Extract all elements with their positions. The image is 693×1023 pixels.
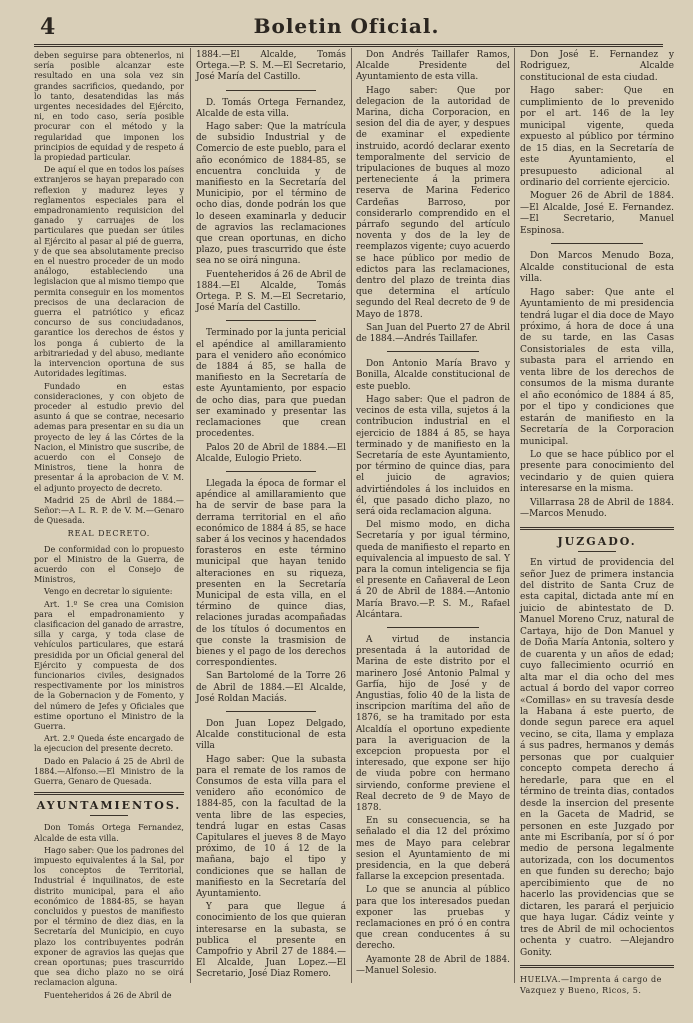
paragraph: En virtud de providencia del señor Juez de primera instancia del distrito de Santa Cruz de esta capital, dictada ante mí en juicio de abintestato de D. Manuel Moreno Cruz, natural de Cartaya, hijo de Don Manuel y de Doña María Antonia, soltero y de cuarenta y un años de edad; cuyo fallecimiento ocurrió en alta mar el dia ocho del mes actual á bordo del vapor correo «Comillas» en su travesía desde la Habana á este puerto, de donde segun parece era aquel vecino, se cita, llama y emplaza á sus padres, hermanos y demás personas que por cualquier concepto competa derecho á heredarle, para que en el término de treinta dias, contados desde la insercion del presente en la Gaceta de Madrid, se personen en este Juzgado por ante mi Escribanía, por sí ó por medio de persona legalmente autorizada, con los documentos en que funden su derecho; bajo apercibimiento que de no hacerlo las providencias que se dictaren, les parará el perjuicio que haya lugar. Cádiz veinte y tres de Abril de mil ochocientos ochenta y cuatro. —Alejandro Gonity. — [520, 558, 674, 958]
paragraph: A virtud de instancia presentada á la autoridad de Marina de este distrito por el marinero José Antonio Palmal y Garfía, hijo de José y de Angustias, folio 40 de la lista de inscripcion marítima del año de 1876, se ha tramitado por esta Alcaldía el oportuno expediente para la averiguacion de la excepcion propuesta por el interesado, que expone ser hijo de viuda pobre con hermano sirviendo, conforme previene el Real decreto de 9 de Mayo de 1878. — [356, 634, 510, 813]
paragraph: Hago saber: Que por delegacion de la autoridad de Marina, dicha Corporacion, en sesion del dia de ayer, y despues de examinar el expediente instruido, acordó declarar exento temporalmente del servicio de tripulaciones de buques al mozo perteneciente á la primera reserva de Marina Federico Cardeñas Barroso, por considerarlo comprendido en el párrafo segundo del artículo noventa y dos de la ley de reemplazos vigente; cuyo acuerdo se hace público por medio de edictos para las reclamaciones, dentro del plazo de treinta dias que determina el artículo segundo del Real decreto de 9 de Mayo de 1878. — [356, 85, 510, 320]
paragraph: Llegada la época de formar el apéndice al amillaramiento que ha de servir de base para la derrama territorial en el año económico de 1884 á 85, se hace saber á los vecinos y hacendados forasteros en este término municipal que hayan tenido alteraciones en su riqueza, presenten en la Secretaría Municipal de esta villa, en el término de quince dias, relaciones juradas acompañadas de los títulos ó documentos en que conste la trasmision de bienes y el pago de los derechos correspondientes. — [196, 478, 346, 669]
separator — [226, 90, 316, 92]
separator — [387, 627, 479, 629]
column-2 — [196, 50, 346, 983]
notice-title: D. Tomás Ortega Fernandez, Alcalde de esta villa. — [196, 97, 346, 119]
notice-title: Don Andrés Taillafer Ramos, Alcalde Presidente del Ayuntamiento de esta villa. — [356, 50, 510, 83]
column-divider — [514, 48, 515, 983]
section-rule — [34, 792, 184, 795]
notice-title: Don Antonio María Bravo y Bonilla, Alcalde constitucional de este pueblo. — [356, 359, 510, 392]
paragraph: Palos 20 de Abril de 1884.—El Alcalde, Eulogio Prieto. — [196, 442, 346, 464]
paragraph: Hago saber: Que el padron de vecinos de esta villa, sujetos á la contribucion industrial en el ejercicio de 1884 á 85, se haya terminado y de manifiesto en la Secretaría de este Ayuntamiento, por término de quince dias, para el juicio de agravios; advirtiéndoles á los incluidos en él, que pasado dicho plazo, no será oida reclamacion alguna. — [356, 394, 510, 517]
paragraph: Dado en Palacio á 25 de Abril de 1884.—Alfonso.—El Ministro de la Guerra, Genaro de Quesada. — [34, 755, 184, 787]
paragraph: Fuenteheridos á 26 de Abril de — [44, 989, 172, 1000]
notice-title: Don Juan Lopez Delgado, Alcalde constitucional de esta villa — [196, 718, 346, 752]
notice-title: Don Marcos Menudo Boza, Alcalde constitucional de esta villa. — [520, 251, 674, 285]
paragraph: De conformidad con lo propuesto por el Ministro de la Guerra, de acuerdo con el Consejo de Ministros, — [34, 543, 184, 585]
paragraph: Y para que llegue á conocimiento de los que quieran interesarse en la subasta, se publica el presente en Campofrio y Abril 27 de 1884.—El Alcalde, Juan Lopez.—El Secretario, José Diaz Romero. — [196, 902, 346, 980]
paragraph: Hago saber: Que la matrícula de subsidio Industrial y de Comercio de este pueblo, para el año económico de 1884-85, se encuentra concluida y de manifiesto en la Secretaría del Municipio, por el término de ocho dias, donde podrán los que lo deseen examinarla y deducir de agravios las reclamaciones que crean oportunas, en dicho plazo, pues trascurrido que éste sea no se oirá ninguna. — [196, 122, 346, 267]
column-1 — [34, 50, 184, 1002]
paragraph: Vengo en decretar lo siguiente: — [44, 586, 173, 597]
paragraph: Fundado en estas consideraciones, y con objeto de proceder al estudio previo del asunto á que se contrae, necesario ademas para presentar en su dia un proyecto de ley á las Córtes de la Nacion, el Ministro que suscribe, de acuerdo con el Consejo de Ministros, tiene la honra de presentar á la aprobacion de V. M. el adjunto proyecto de decreto. — [34, 380, 184, 493]
column-divider — [351, 48, 352, 983]
paragraph: deben seguirse para obtenerlos, ni sería posible alcanzar este resultado en una sola vez sin grandes sacrificios, quedando, por lo tanto, desatendidas las más urgentes necesidades del Ejército, ni, en todo caso, sería posible procurar con el método y la regularidad que imponen los principios de equidad y de respeto á la propiedad particular. — [34, 50, 184, 163]
paragraph: Lo que se anuncia al público para que los interesados puedan exponer las pruebas y reclamaciones en pró ó en contra que crean conducentes á su derecho. — [356, 885, 510, 952]
paragraph: En su consecuencia, se ha señalado el dia 12 del próximo mes de Mayo para celebrar sesion el Ayuntamiento de mi presidencia, en la que deberá fallarse la excepcion presentada. — [356, 816, 510, 883]
separator — [387, 351, 479, 353]
separator — [226, 711, 316, 713]
column-3 — [356, 50, 510, 979]
paragraph: Art. 1.º Se crea una Comision para el empadronamiento y clasificacion del ganado de arrastre, silla y carga, y toda clase de vehículos particulares, que estará presidida por un Oficial general del Ejército y compuesta de dos funcionarios civiles, designados respectivamente por los ministros de la Gobernacion y de Fomento, y del número de Jefes y Oficiales que estime oportuno el Ministro de la Guerra. — [34, 598, 184, 731]
paragraph: Moguer 26 de Abril de 1884. —El Alcalde, José E. Fernandez. —El Secretario, Manuel Espinosa. — [520, 191, 674, 236]
section-heading: REAL DECRETO. — [67, 529, 151, 539]
masthead-title: Boletin Oficial. — [253, 14, 440, 38]
section-heading: AYUNTAMIENTOS. — [36, 799, 182, 813]
paragraph: 1884.—El Alcalde, Tomás Ortega.—P. S. M.—El Secretario, José María del Castillo. — [196, 50, 346, 83]
paragraph: San Juan del Puerto 27 de Abril de 1884.—Andrés Taillafer. — [356, 322, 510, 345]
page-number: 4 — [40, 14, 56, 40]
separator — [226, 320, 316, 322]
paragraph: Villarrasa 28 de Abril de 1884. —Marcos Menudo. — [520, 497, 674, 520]
paragraph: Terminado por la junta pericial el apéndice al amillaramiento para el venidero año económico de 1884 á 85, se halla de manifiesto en la Secretaría de este Ayuntamiento, por espacio de ocho dias, para que puedan ser examinado y presentar las reclamaciones que crean procedentes. — [196, 328, 346, 440]
separator — [551, 243, 643, 245]
paragraph: De aquí el que en todos los países extranjeros se hayan preparado con reflexion y madurez leyes y reglamentos especiales para el empadronamiento requisicion del ganado y carruajes de los particulares que puedan ser útiles al Ejército al pasar al pié de guerra, y de que sea absolutamente preciso en el nuestro proceder de un modo análogo, estableciendo una legislacion que al mismo tiempo que permita conseguir en los momentos precisos de una declaracion de guerra el patriótico y eficaz concurso de sus conciudadanos, garantice los derechos de éstos y los ponga á cubierto de la arbitrariedad y del abuso, mediante la intervencion oportuna de sus Autoridades legítimas. — [34, 164, 184, 379]
paragraph: Ayamonte 28 de Abril de 1884. —Manuel Solesio. — [356, 954, 510, 976]
paragraph: Hago saber: Que en cumplimiento de lo prevenido por el art. 146 de la ley municipal vigente, queda expuesto al público por término de 15 dias, en la Secretaría de este Ayuntamiento, el presupuesto adicional al ordinario del corriente ejercicio. — [520, 86, 674, 188]
paragraph: Madrid 25 de Abril de 1884.—Señor:—A L. R. P. de V. M.—Genaro de Quesada. — [34, 494, 184, 526]
column-divider — [190, 48, 191, 983]
paragraph: Art. 2.º Queda éste encargado de la ejecucion del presente decreto. — [34, 733, 184, 754]
printer-imprint: HUELVA.—Imprenta á cargo de Vazquez y Bueno, Ricos, 5. — [520, 974, 662, 996]
column-4 — [520, 50, 674, 999]
section-rule — [520, 527, 674, 530]
paragraph: San Bartolomé de la Torre 26 de Abril de 1884.—El Alcalde, José Roldan Maciás. — [196, 671, 346, 704]
separator — [226, 471, 316, 473]
paragraph: Hago saber: Que la subasta para el remate de los ramos de Consumos de esta villa para el venidero año económico de 1884-85, con la facultad de la venta libre de las especies, tendrá lugar en estas Casas Capitulares el jueves 8 de Mayo próximo, de 10 á 12 de la mañana, bajo el tipo y condiciones que se hallan de manifiesto en la Secretaría del Ayuntamiento. — [196, 754, 346, 900]
notice-title: Don Tomás Ortega Fernandez, Alcalde de esta villa. — [34, 822, 184, 843]
section-heading: JUZGADO. — [557, 534, 637, 548]
header-rule — [34, 44, 663, 47]
separator — [90, 815, 128, 817]
separator — [578, 551, 617, 553]
section-rule — [520, 965, 674, 968]
paragraph: Lo que se hace público por el presente para conocimiento del vecindario y de quien quiera interesarse en la misma. — [520, 449, 674, 495]
paragraph: Fuenteheridos á 26 de Abril de 1884.—El Alcalde, Tomás Ortega. P. S. M.—El Secretario, José María del Castillo. — [196, 269, 346, 314]
paragraph: Hago saber: Que ante el Ayuntamiento de mi presidencia tendrá lugar el dia doce de Mayo próximo, á hora de doce á una de su tarde, en las Casas Consistoriales de esta villa, subasta para el arriendo en venta libre de los derechos de consumos de la misma durante el año económico de 1884 á 85, por el tipo y condiciones que estarán de manifiesto en la Secretaría de la Corporacion municipal. — [520, 287, 674, 447]
paragraph: Del mismo modo, en dicha Secretaría y por igual término, queda de manifiesto el reparto en equivalencia al impuesto de sal. Y para la comun inteligencia se fija el presente en Cañaveral de Leon á 20 de Abril de 1884.—Antonio María Bravo.—P. S. M., Rafael Alcántara. — [356, 520, 510, 620]
notice-title: Don José E. Fernandez y Rodriguez, Alcalde constitucional de esta ciudad. — [520, 50, 674, 83]
paragraph: Hago saber: Que los padrones del impuesto equivalentes á la Sal, por los conceptos de Territorial, Industrial é inquilinatos, de este distrito municipal, para el año económico de 1884-85, se hayan concluidos y puestos de manifiesto por el término de diez dias, en la Secretaría del Municipio, en cuyo plazo los contribuyentes podrán exponer de agravios las quejas que crean oportunas; pues trascurrido que sea dicho plazo no se oirá reclamacion alguna. — [34, 844, 184, 988]
